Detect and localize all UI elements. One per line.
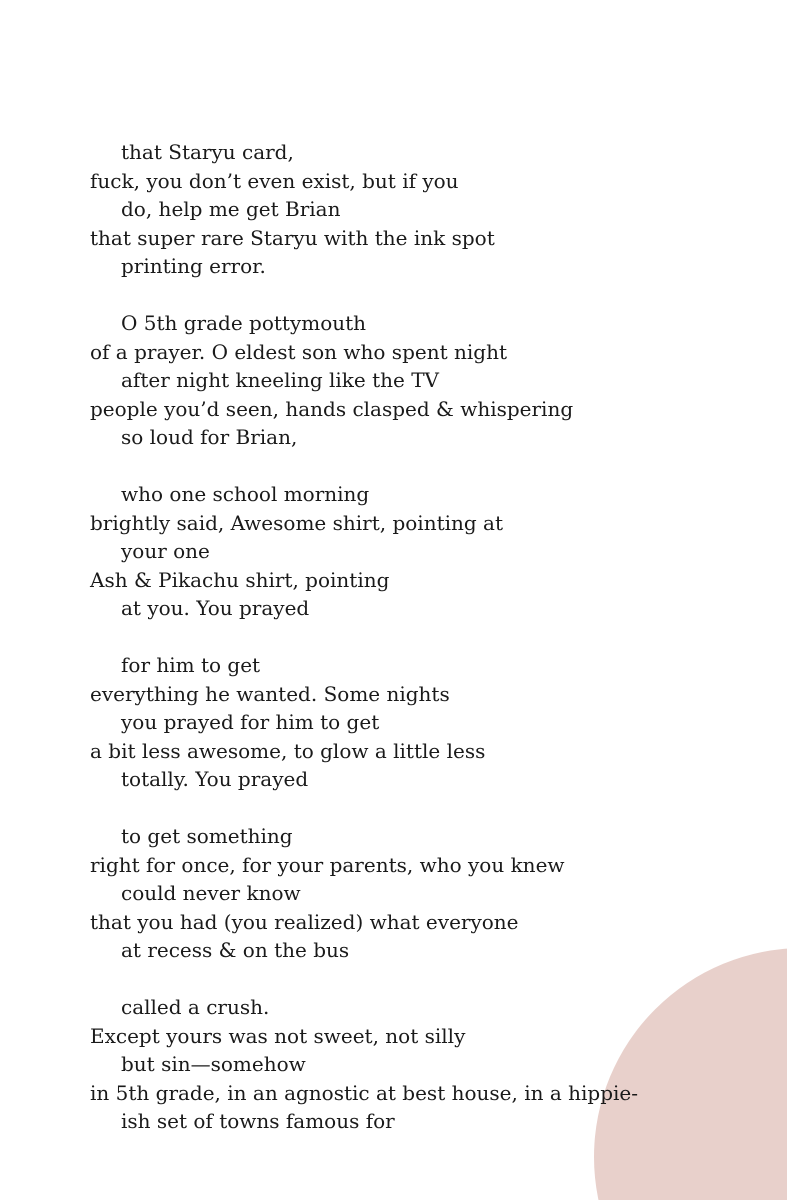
poem-line: that you had (you realized) what everyone	[90, 909, 519, 934]
poem-line: but sin—somehow	[121, 1052, 306, 1076]
stanza	[90, 822, 780, 965]
poem-line: at you. You prayed	[121, 596, 310, 620]
poem-line: to get something	[121, 824, 293, 848]
poem-line: you prayed for him to get	[121, 710, 380, 734]
stanza	[90, 138, 780, 281]
poem-line: that super rare Staryu with the ink spot	[90, 225, 495, 250]
stanza	[90, 651, 780, 794]
poem-line: Except yours was not sweet, not silly	[90, 1023, 466, 1048]
stanza	[90, 480, 780, 623]
poem-line: fuck, you don’t even exist, but if you	[90, 168, 459, 193]
poem-line: could never know	[121, 881, 301, 905]
poem-line: printing error.	[121, 254, 266, 278]
poem-line: so loud for Brian,	[121, 425, 298, 449]
poem-line: do, help me get Brian	[121, 197, 341, 221]
poem-line: people you’d seen, hands clasped & whispering	[90, 396, 574, 421]
poem-line: your one	[121, 539, 210, 563]
poem-line: called a crush.	[121, 995, 270, 1019]
poem-line: of a prayer. O eldest son who spent night	[90, 339, 507, 364]
poem-line: who one school morning	[121, 482, 370, 506]
poem-line: O 5th grade pottymouth	[121, 311, 367, 335]
poem-line: at recess & on the bus	[121, 938, 350, 962]
poem-body	[90, 138, 780, 1164]
poem-line: ish set of towns famous for	[121, 1109, 395, 1133]
poem-line: after night kneeling like the TV	[121, 368, 439, 392]
poem-line: a bit less awesome, to glow a little less	[90, 738, 486, 763]
poem-line: right for once, for your parents, who you knew	[90, 852, 565, 877]
stanza	[90, 309, 780, 452]
poem-line: Ash & Pikachu shirt, pointing	[90, 567, 390, 592]
poem-line: brightly said, Awesome shirt, pointing at	[90, 510, 504, 535]
poem-line: in 5th grade, in an agnostic at best house, in a hippie-	[90, 1080, 638, 1105]
poem-line: that Staryu card,	[121, 140, 294, 164]
poem-line: for him to get	[121, 653, 261, 677]
stanza	[90, 993, 780, 1136]
poem-line: everything he wanted. Some nights	[90, 681, 450, 706]
poem-line: totally. You prayed	[121, 767, 309, 791]
